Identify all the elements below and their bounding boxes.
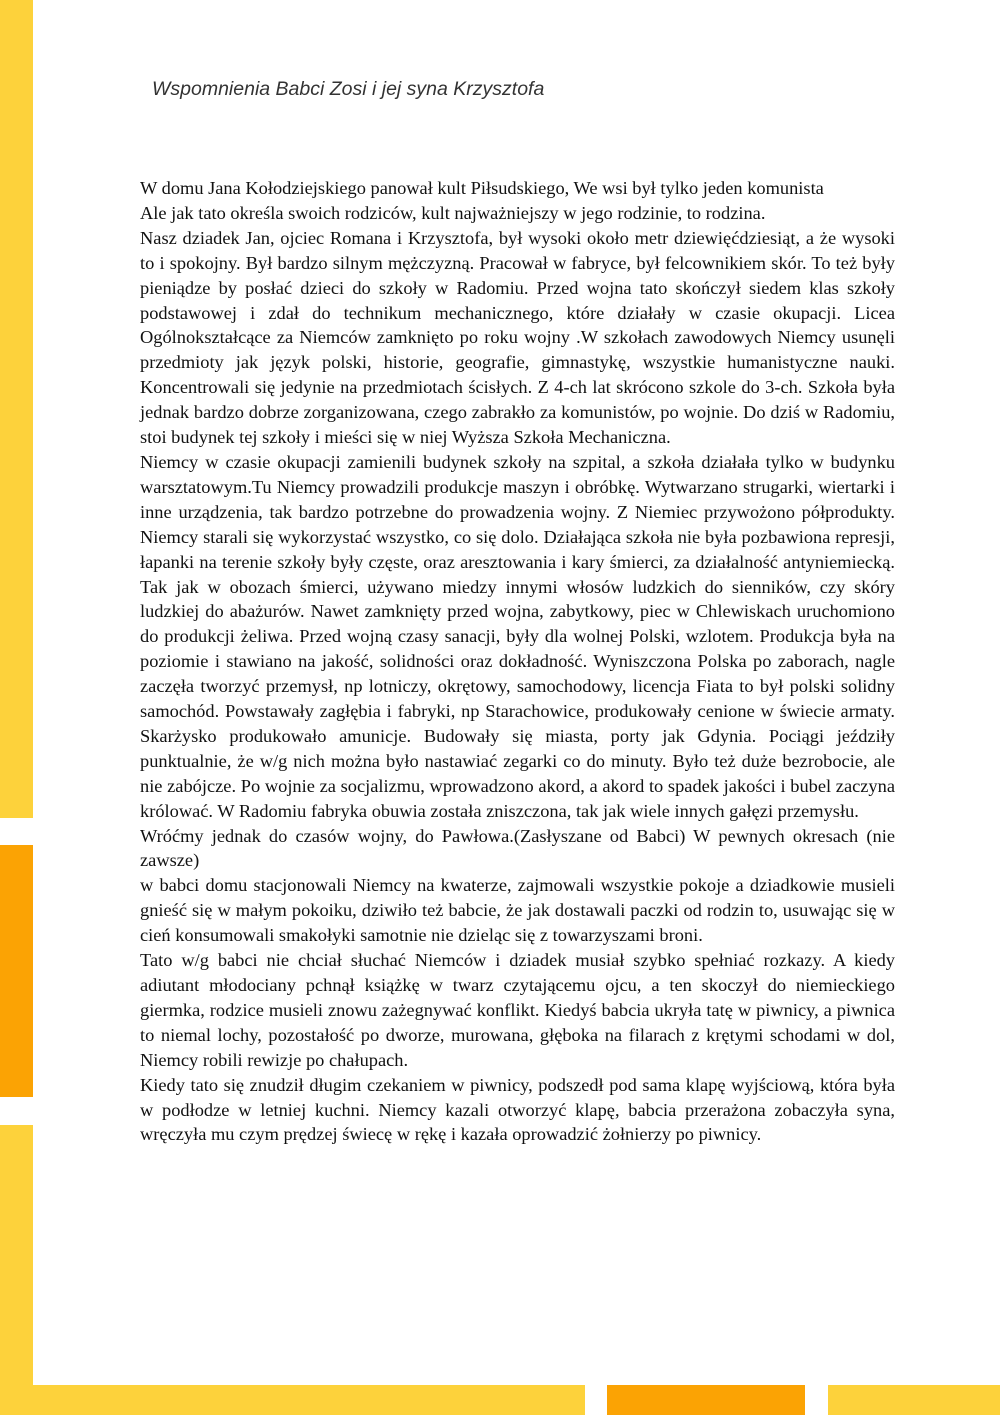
left-yellow-bar-top	[0, 0, 33, 818]
paragraph-6: Tato w/g babci nie chciał słuchać Niemców i dziadek musiał szybko spełniać rozkazy. A kiedy adiutant młodociany pchnął książkę w twarz czytającemu ojcu, a ten skoczył do niemieckiego giermka, rodzice musieli znowu zażegnywać konflikt. Kiedyś babcia ukryła tatę w piwnicy, a piwnica to niemal lochy, pozostałość po dworze, murowana, głęboka na filarach z krętymi schodami w dol, Niemcy robili rewizje po chałupach.	[140, 950, 895, 1070]
bottom-yellow-bar-left	[33, 1385, 585, 1415]
left-yellow-bar-bottom	[0, 1125, 33, 1415]
document-body	[140, 176, 895, 1147]
left-orange-bar	[0, 845, 33, 1097]
paragraph-2: Nasz dziadek Jan, ojciec Romana i Krzysztofa, był wysoki około metr dziewięćdziesiąt, a że wysoki to i spokojny. Był bardzo silnym mężczyzną. Pracował w fabryce, był felcownikiem skór. To też były pieniądze by posłać dzieci do szkoły w Radomiu. Przed wojna tato skończył siedem klas szkoły podstawowej i zdał do technikum mechanicznego, które działały w czasie okupacji. Licea Ogólnokształcące za Niemców zamknięto po roku wojny .W szkołach zawodowych Niemcy usunęli przedmioty jak język polski, historie, geografie, gimnastykę, wszystkie humanistyczne nauki. Koncentrowali się jedynie na przedmiotach ścisłych. Z 4-ch lat skrócono szkole do 3-ch. Szkoła była jednak bardzo dobrze zorganizowana, czego zabrakło za komunistów, po wojnie. Do dziś w Radomiu, stoi budynek tej szkoły i mieści się w niej Wyższa Szkoła Mechaniczna.	[140, 227, 895, 448]
paragraph-7: Kiedy tato się znudził długim czekaniem w piwnicy, podszedł pod sama klapę wyjściową, która była w podłodze w letniej kuchni. Niemcy kazali otworzyć klapę, babcia przerażona zobaczyła syna, wręczyła mu czym prędzej świecę w rękę i kazała oprowadzić żołnierzy po piwnicy.	[140, 1074, 895, 1145]
paragraph-4: Wróćmy jednak do czasów wojny, do Pawłowa.(Zasłyszane od Babci) W pewnych okresach (nie zawsze)	[140, 825, 895, 871]
paragraph-1: W domu Jana Kołodziejskiego panował kult Piłsudskiego, We wsi był tylko jeden komunista Ale jak tato określa swoich rodziców, kult najważniejszy w jego rodzinie, to rodzina.	[140, 178, 824, 223]
page-header-title: Wspomnienia Babci Zosi i jej syna Krzysztofa	[152, 78, 545, 100]
paragraph-5: w babci domu stacjonowali Niemcy na kwaterze, zajmowali wszystkie pokoje a dziadkowie musieli gnieść się w małym pokoiku, dziwiło też babcie, że jak dostawali paczki od rodzin to, usuwając się w cień konsumowali smakołyki samotnie nie dzieląc się z towarzyszami broni.	[140, 875, 895, 946]
bottom-yellow-bar-right	[828, 1385, 1000, 1415]
paragraph-3: Niemcy w czasie okupacji zamienili budynek szkoły na szpital, a szkoła działała tylko w budynku warsztatowym.Tu Niemcy prowadzili produkcje maszyn i obróbkę. Wytwarzano strugarki, wiertarki i inne urządzenia, tak bardzo potrzebne do prowadzenia wojny. Z Niemiec przywożono półprodukty. Niemcy starali się wykorzystać wszystko, co się dolo. Działająca szkoła nie była pozbawiona represji, łapanki na terenie szkoły były częste, oraz aresztowania i kary śmierci, za działalność antyniemiecką. Tak jak w obozach śmierci, używano miedzy innymi włosów ludzkich do sienników, czy skóry ludzkiej do abażurów. Nawet zamknięty przed wojna, zabytkowy, piec w Chlewiskach uruchomiono do produkcji żeliwa. Przed wojną czasy sanacji, były dla wolnej Polski, wzlotem. Produkcja była na poziomie i stawiano na jakość, solidności oraz dokładność. Wyniszczona Polska po zaborach, nagle zaczęła tworzyć przemysł, np lotniczy, okrętowy, samochodowy, licencja Fiata to był polski solidny samochód. Powstawały zagłębia i fabryki, np Starachowice, produkowały cenione w świecie armaty. Skarżysko produkowało amunicje. Budowały się miasta, porty jak Gdynia. Pociągi jeździły punktualnie, że w/g nich można było nastawiać zegarki co do minuty. Było też duże bezrobocie, ale nie zabójcze. Po wojnie za socjalizmu, wprowadzono akord, a akord to spadek jakości i bubel zaczyna królować. W Radomiu fabryka obuwia została zniszczona, tak jak wiele innych gałęzi przemysłu.	[140, 451, 895, 821]
bottom-orange-bar	[607, 1385, 805, 1415]
